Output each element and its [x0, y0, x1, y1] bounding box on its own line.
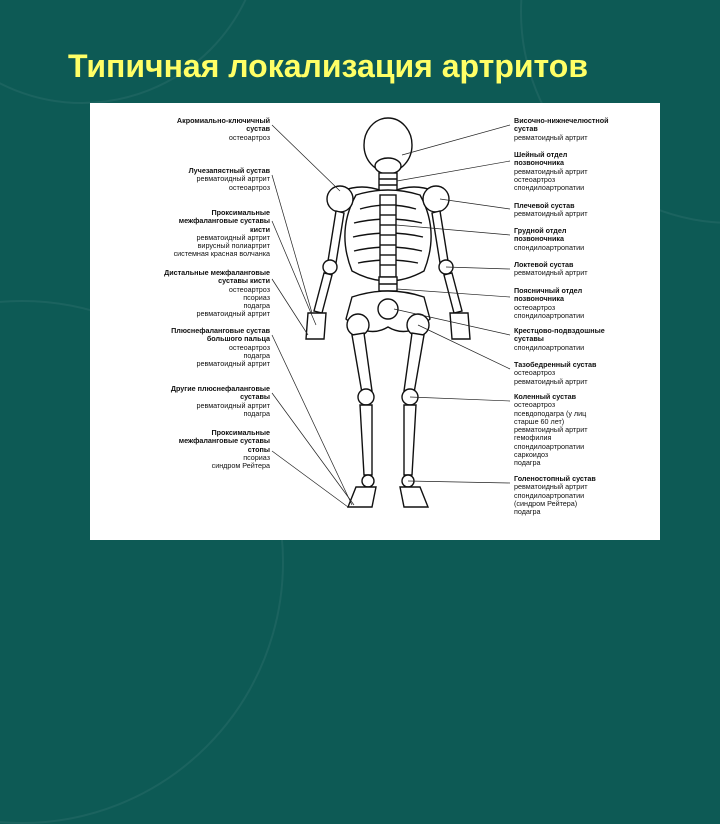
- forearm-left: [314, 273, 332, 313]
- label-knee: Коленный сустав остеоартроз псевдоподагра (у лиц старше 60 лет) ревматоидный артрит гемофилия спондилоартропатии саркоидоз подагра: [514, 392, 588, 468]
- foot-left: [348, 487, 376, 507]
- label-shoulder: Плечевой сустав ревматоидный артрит: [514, 201, 588, 219]
- ankle-left: [362, 475, 374, 487]
- label-dip-hand: Дистальные межфаланговые суставы кисти остеоартроз псориаз подагра ревматоидный артрит: [164, 268, 270, 319]
- label-cervical-spine: Шейный отдел позвоночника ревматоидный артрит остеоартроз спондилоартропатии: [514, 150, 588, 193]
- hand-left: [306, 313, 326, 339]
- label-thoracic-spine: Грудной отдел позвоночника спондилоартропатии: [514, 226, 585, 252]
- jaw: [375, 158, 401, 174]
- label-pip-hand: Проксимальные межфаланговые суставы кисти ревматоидный артрит вирусный полиартрит системная красная волчанка: [173, 208, 270, 259]
- label-elbow: Локтевой сустав ревматоидный артрит: [514, 260, 588, 278]
- hip-left: [347, 314, 369, 336]
- label-acromioclavicular: Акромиально-ключичный сустав остеоартроз: [176, 116, 270, 142]
- elbow-left: [323, 260, 337, 274]
- label-pip-foot: Проксимальные межфаланговые суставы стопы псориаз синдром Рейтера: [178, 428, 270, 471]
- femur-right: [404, 333, 424, 393]
- humerus-left: [328, 211, 344, 263]
- tibia-right: [404, 405, 416, 475]
- cervical-spine: [379, 173, 397, 191]
- label-first-mtp: Плюснефаланговые сустав большого пальца остеоартроз подагра ревматоидный артрит: [171, 326, 270, 369]
- label-lumbar-spine: Поясничный отдел позвоночника остеоартроз спондилоартропатии: [514, 286, 585, 320]
- foot-right: [400, 487, 428, 507]
- tibia-left: [360, 405, 372, 475]
- shoulder-right: [423, 186, 449, 212]
- label-other-mtp: Другие плюснефаланговые суставы ревматоидный артрит подагра: [170, 384, 270, 418]
- slide-title: Типичная локализация артритов: [68, 48, 588, 84]
- label-hip: Тазобедренный сустав остеоартроз ревматоидный артрит: [514, 360, 597, 386]
- humerus-right: [432, 211, 448, 263]
- label-tmj: Височно-нижнечелюстной сустав ревматоидный артрит: [514, 116, 609, 142]
- diagram-panel: [90, 103, 660, 540]
- label-wrist: Лучезапястный сустав ревматоидный артрит остеоартроз: [188, 166, 270, 192]
- hand-right: [450, 313, 470, 339]
- knee-left: [358, 389, 374, 405]
- label-ankle: Голеностопный сустав ревматоидный артрит спондилоартропатии (синдром Рейтера) подагра: [514, 474, 596, 517]
- label-sacroiliac: Крестцово-подвздошные суставы спондилоартропатии: [514, 326, 605, 352]
- shoulder-left: [327, 186, 353, 212]
- femur-left: [352, 333, 372, 393]
